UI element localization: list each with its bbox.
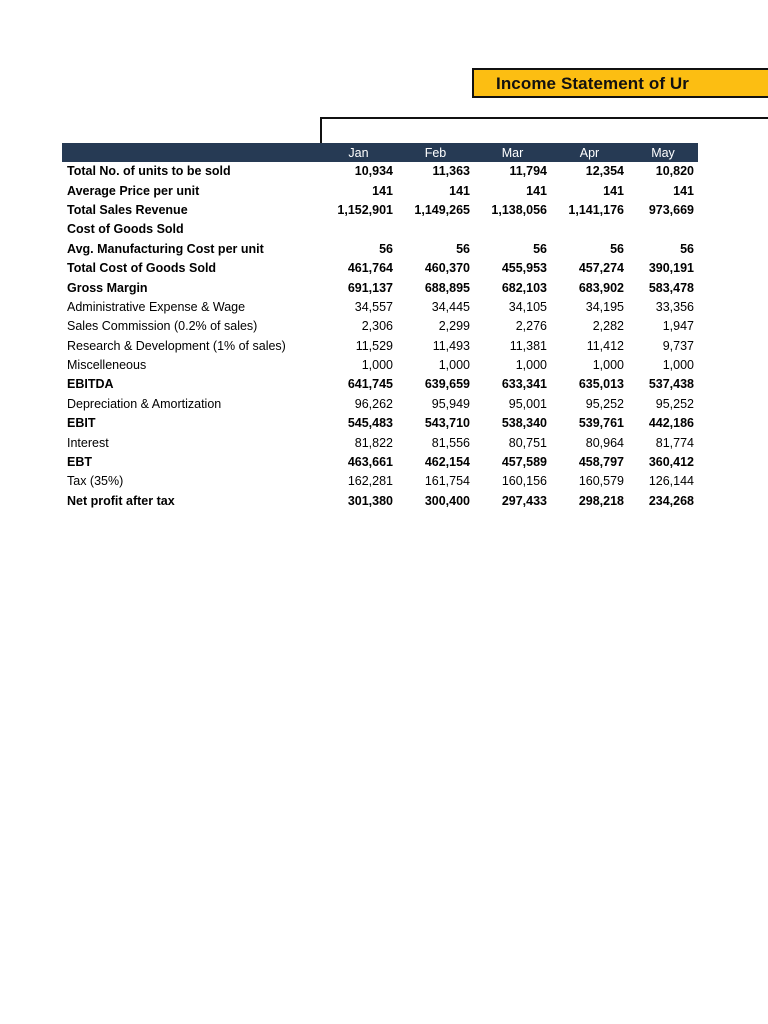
value-cell: 162,281: [347, 474, 393, 489]
value-cell: 683,902: [578, 280, 624, 295]
value-cell: 458,797: [578, 455, 624, 470]
table-row: [62, 433, 698, 452]
value-cell: 390,191: [648, 261, 694, 276]
value-cell: 34,195: [585, 299, 624, 314]
value-cell: 141: [603, 183, 624, 198]
value-cell: 2,282: [592, 319, 624, 334]
table-row: [62, 472, 698, 491]
month-header-may: May: [628, 143, 698, 162]
value-cell: 81,822: [354, 435, 393, 450]
value-cell: 56: [533, 241, 547, 256]
value-cell: 1,000: [361, 358, 393, 373]
value-cell: 2,306: [361, 319, 393, 334]
value-cell: 10,820: [655, 164, 694, 179]
value-cell: 973,669: [648, 202, 694, 217]
value-cell: 545,483: [347, 416, 393, 431]
value-cell: 141: [372, 183, 393, 198]
value-cell: 537,438: [648, 377, 694, 392]
value-cell: 160,156: [501, 474, 547, 489]
month-header-apr: Apr: [551, 143, 628, 162]
value-cell: 1,947: [662, 319, 694, 334]
month-header-feb: Feb: [397, 143, 474, 162]
table-row: [62, 375, 698, 394]
title-box: [472, 68, 768, 98]
row-label: Total Sales Revenue: [67, 202, 188, 217]
table-row: [62, 356, 698, 375]
value-cell: 1,000: [438, 358, 470, 373]
value-cell: 297,433: [501, 493, 547, 508]
value-cell: 56: [680, 241, 694, 256]
value-cell: 463,661: [347, 455, 393, 470]
value-cell: [320, 220, 397, 239]
table-row: [62, 259, 698, 278]
value-cell: 539,761: [578, 416, 624, 431]
value-cell: 1,000: [515, 358, 547, 373]
month-header-jan: Jan: [320, 143, 397, 162]
value-cell: 81,774: [655, 435, 694, 450]
value-cell: 56: [456, 241, 470, 256]
value-cell: 538,340: [501, 416, 547, 431]
table-row: [62, 492, 698, 511]
table-row: [62, 337, 698, 356]
row-label: Sales Commission (0.2% of sales): [67, 319, 258, 334]
row-label: Administrative Expense & Wage: [67, 299, 246, 314]
table-row: [62, 298, 698, 317]
row-label: Interest: [67, 435, 109, 450]
value-cell: 1,149,265: [414, 202, 470, 217]
value-cell: 462,154: [424, 455, 470, 470]
value-cell: 455,953: [501, 261, 547, 276]
row-label: Total No. of units to be sold: [67, 164, 231, 179]
row-label: EBITDA: [67, 377, 114, 392]
table-row: [62, 201, 698, 220]
value-cell: 33,356: [655, 299, 694, 314]
value-cell: 2,276: [515, 319, 547, 334]
value-cell: 442,186: [648, 416, 694, 431]
value-cell: 682,103: [501, 280, 547, 295]
value-cell: 234,268: [648, 493, 694, 508]
value-cell: 1,141,176: [568, 202, 624, 217]
value-cell: 301,380: [347, 493, 393, 508]
value-cell: 95,252: [655, 396, 694, 411]
value-cell: 11,794: [509, 164, 547, 179]
income-statement-table: [62, 143, 698, 511]
value-cell: 9,737: [662, 338, 694, 353]
statement-title: Income Statement of Ur: [496, 74, 690, 93]
table-row: [62, 278, 698, 297]
value-cell: 81,556: [431, 435, 470, 450]
value-cell: 12,354: [585, 164, 624, 179]
value-cell: 691,137: [347, 280, 393, 295]
table-row: [62, 220, 698, 239]
table-row: [62, 240, 698, 259]
value-cell: [474, 220, 551, 239]
table-row: [62, 395, 698, 414]
value-cell: 80,751: [508, 435, 547, 450]
row-label: Tax (35%): [67, 474, 124, 489]
value-cell: 633,341: [501, 377, 547, 392]
value-cell: [397, 220, 474, 239]
subheader-box: [320, 117, 768, 143]
row-label: Depreciation & Amortization: [67, 396, 222, 411]
value-cell: 457,589: [501, 455, 547, 470]
value-cell: 300,400: [424, 493, 470, 508]
value-cell: 583,478: [648, 280, 694, 295]
value-cell: 141: [673, 183, 694, 198]
value-cell: 543,710: [424, 416, 470, 431]
value-cell: 11,412: [586, 338, 624, 353]
value-cell: 95,252: [585, 396, 624, 411]
row-label: Research & Development (1% of sales): [67, 338, 286, 353]
row-label: Avg. Manufacturing Cost per unit: [67, 241, 264, 256]
value-cell: 80,964: [585, 435, 624, 450]
table-row: [62, 414, 698, 433]
row-label: Cost of Goods Sold: [67, 222, 184, 237]
value-cell: 1,000: [662, 358, 694, 373]
row-label: Average Price per unit: [67, 183, 200, 198]
value-cell: 11,381: [509, 338, 547, 353]
table-row: [62, 181, 698, 200]
value-cell: 461,764: [347, 261, 393, 276]
value-cell: 160,579: [578, 474, 624, 489]
value-cell: 161,754: [424, 474, 470, 489]
value-cell: 141: [449, 183, 470, 198]
row-label: Gross Margin: [67, 280, 148, 295]
row-label: EBT: [67, 455, 92, 470]
value-cell: 34,445: [431, 299, 470, 314]
value-cell: 34,557: [354, 299, 393, 314]
value-cell: 688,895: [424, 280, 470, 295]
value-cell: 298,218: [578, 493, 624, 508]
value-cell: 56: [379, 241, 393, 256]
value-cell: 56: [610, 241, 624, 256]
value-cell: 11,363: [432, 164, 470, 179]
row-label: Total Cost of Goods Sold: [67, 261, 217, 276]
value-cell: 1,000: [592, 358, 624, 373]
row-label: Miscelleneous: [67, 358, 147, 373]
value-cell: 11,529: [355, 338, 393, 353]
table-row: [62, 317, 698, 336]
value-cell: 1,152,901: [337, 202, 393, 217]
value-cell: 360,412: [648, 455, 694, 470]
row-label: Net profit after tax: [67, 493, 175, 508]
value-cell: [628, 220, 698, 239]
value-cell: 34,105: [508, 299, 547, 314]
value-cell: 2,299: [438, 319, 470, 334]
value-cell: 141: [526, 183, 547, 198]
value-cell: 96,262: [354, 396, 393, 411]
value-cell: [551, 220, 628, 239]
table-row: [62, 453, 698, 472]
value-cell: 635,013: [578, 377, 624, 392]
value-cell: 11,493: [432, 338, 470, 353]
table-row: [62, 162, 698, 181]
month-header-row: [62, 143, 698, 162]
value-cell: 95,949: [431, 396, 470, 411]
value-cell: 457,274: [578, 261, 624, 276]
value-cell: 126,144: [648, 474, 694, 489]
value-cell: 639,659: [424, 377, 470, 392]
month-header-mar: Mar: [474, 143, 551, 162]
value-cell: 460,370: [424, 261, 470, 276]
value-cell: 1,138,056: [491, 202, 547, 217]
value-cell: 95,001: [508, 396, 547, 411]
row-label: EBIT: [67, 416, 96, 431]
statement-body: [62, 162, 698, 511]
value-cell: 641,745: [347, 377, 393, 392]
value-cell: 10,934: [354, 164, 393, 179]
header-label-cell: [62, 143, 320, 162]
